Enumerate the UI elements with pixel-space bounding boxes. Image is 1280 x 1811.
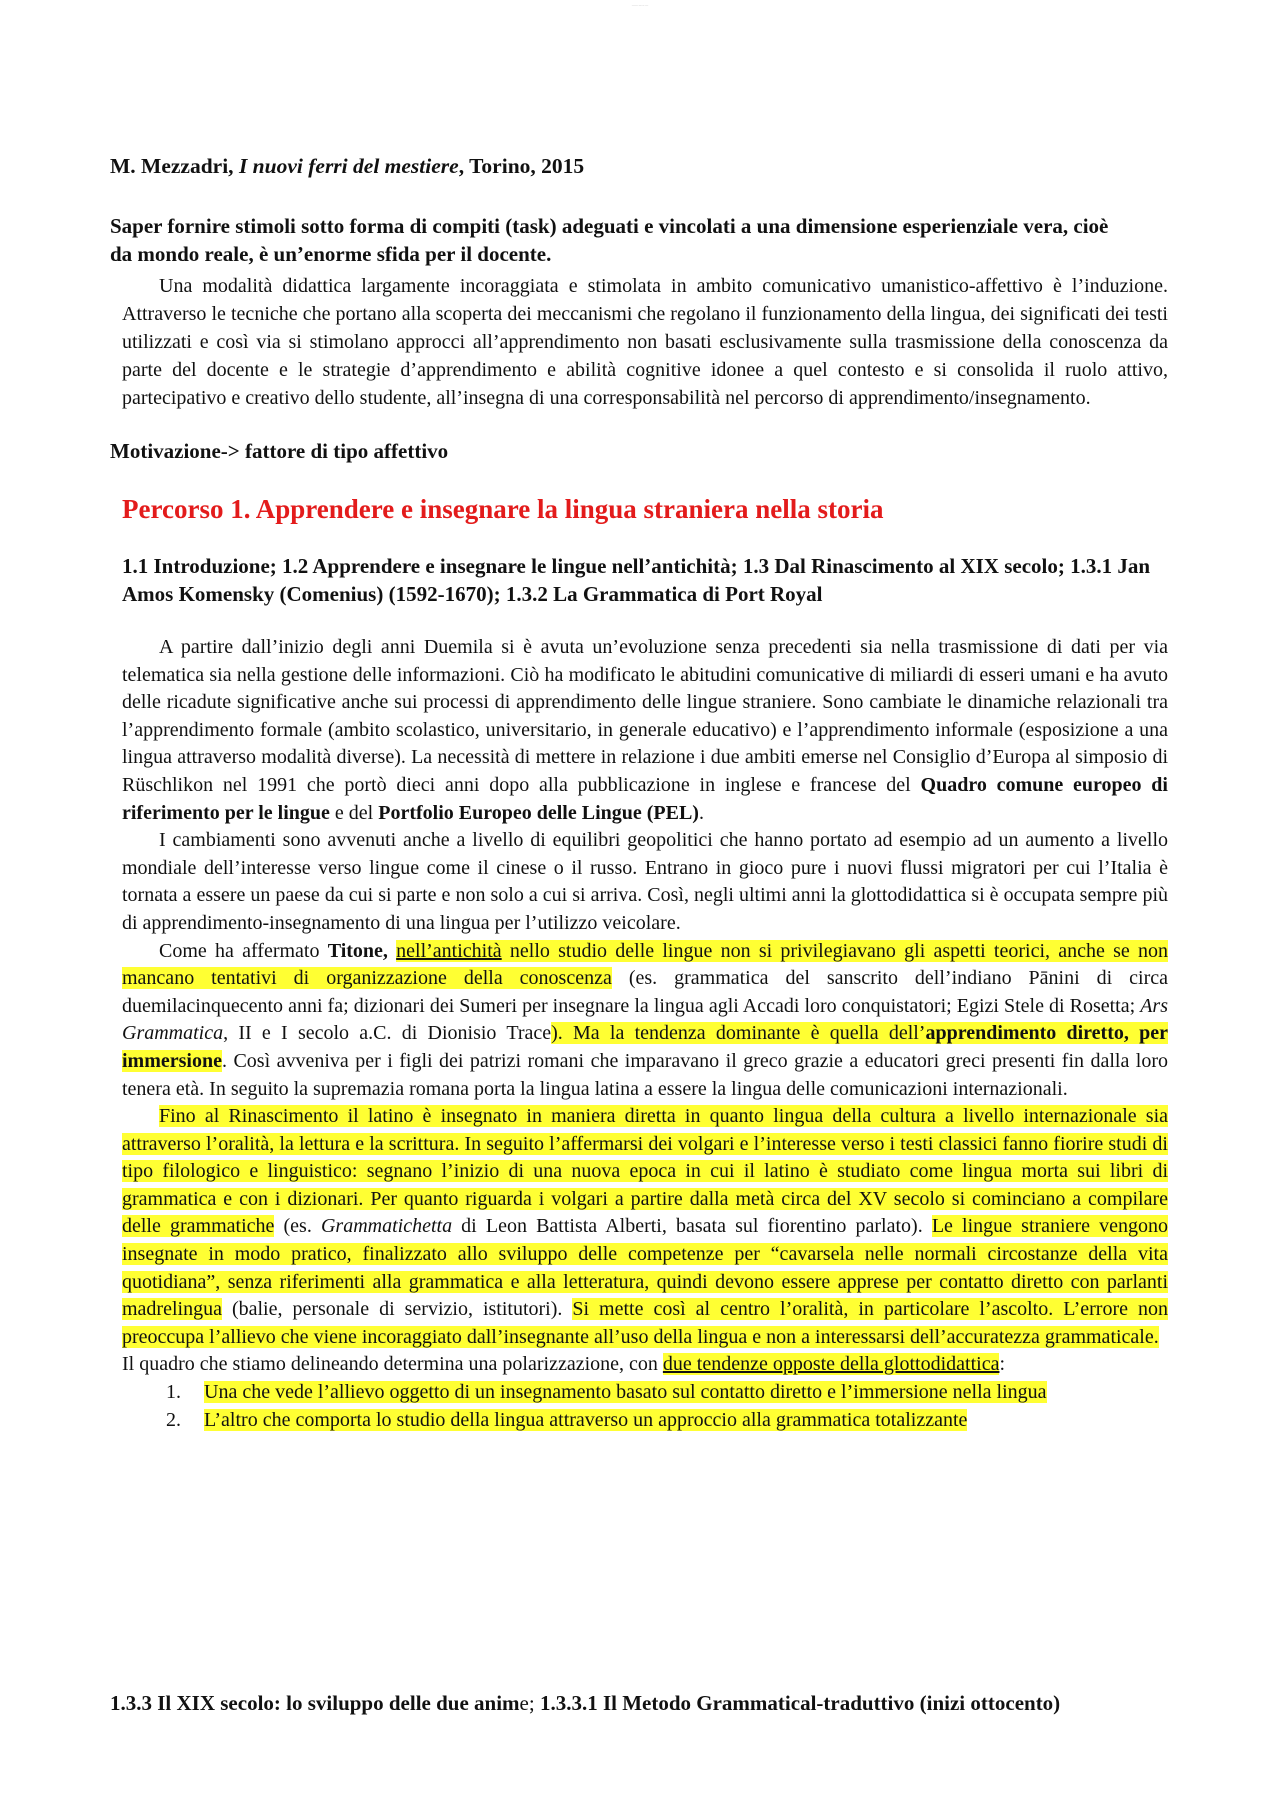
motivation-line: Motivazione-> fattore di tipo affettivo: [110, 439, 449, 463]
bold-portfolio: Portfolio Europeo delle Lingue (PEL): [378, 801, 699, 824]
space: [388, 940, 396, 962]
paragraph-text: e del: [329, 801, 379, 824]
highlighted-text: Si mette così al centro l’oralità, in particolare l’ascolto. L’errore non preoccupa l’allievo che viene incoraggiato dall’insegnante all’uso della lingua e non a interessarsi dell’accuratezza grammaticale.: [122, 1298, 1168, 1348]
bold-quadro-comune: Quadro comune europeo di riferimento per le lingue: [122, 773, 1168, 824]
section-body: [122, 634, 1168, 1434]
list-item-text: Una che vede l’allievo oggetto di un insegnamento basato sul contatto diretto e l’immersione nella lingua: [204, 1381, 1047, 1404]
heading-part: e;: [519, 1691, 540, 1715]
bibliographic-reference: [110, 154, 584, 179]
paragraph-text: :: [999, 1353, 1006, 1376]
list-item: [122, 1407, 1168, 1435]
paragraph-4: [122, 1103, 1168, 1351]
paragraph-text: (es. grammatica del sanscrito dell’indiano Pānini di circa duemilacinquecento anni fa; dizionari dei Sumeri per insegnare la lingua agli Accadi loro conquistatori; Egizi Stele di Rosetta;: [122, 967, 1168, 1017]
highlight-underline-due-tendenze: due tendenze opposte della glottodidattica: [662, 1353, 1000, 1376]
paragraph-2: I cambiamenti sono avvenuti anche a livello di equilibri geopolitici che hanno portato ad esempio ad un aumento a livello mondiale dell’interesse verso lingue come il cinese o il russo. Entrano in gioco pure i nuovi flussi migratori per cui l’Italia è tornata a essere un paese da cui si parte e non solo a cui si arriva. Così, negli ultimi anni la glottodidattica si è occupata sempre più di apprendimento-insegnamento di una lingua per l’utilizzo veicolare.: [122, 829, 1168, 934]
paragraph-text: . Così avveniva per i figli dei patrizi romani che imparavano il greco grazie a educatori greci presenti fin dalla loro tenera età. In seguito la supremazia romana porta la lingua latina a essere la lingua delle comunicazioni internazionali.: [122, 1049, 1168, 1100]
paragraph-text: A partire dall’inizio degli anni Duemila si è avuta un’evoluzione senza precedenti sia nella trasmissione di dati per via telematica sia nella gestione delle informazioni. Ciò ha modificato le abitudini comunicative di miliardi di esseri umani e ha avuto delle ricadute significative anche sui processi di apprendimento delle lingue straniere. Sono cambiate le dinamiche relazionali tra l’apprendimento formale (ambito scolastico, universitario, in generale educativo) e l’apprendimento informale (esposizione a una lingua attraverso modalità diverse). La necessità di mettere in relazione i due ambiti emerse nel Consiglio d’Europa al simposio di Rüschlikon nel 1991 che portò dieci anni dopo alla pubblicazione in inglese e francese del: [122, 636, 1168, 796]
heading-part: 1.3.3 Il XIX secolo: lo sviluppo delle due anim: [110, 1691, 520, 1715]
highlighted-bold-apprendimento-diretto: apprendimento diretto, per immersione: [122, 1022, 1168, 1072]
list-item: [122, 1379, 1168, 1407]
reference-title: I nuovi ferri del mestiere: [238, 154, 459, 178]
highlight-underline-antichita: nell’antichità: [396, 939, 502, 962]
italic-grammatichetta: Grammatichetta: [320, 1215, 453, 1238]
highlighted-text: Le lingue straniere vengono insegnate in modo pratico, finalizzato allo sviluppo delle competenze per “cavarsela nelle normali circostanze della vita quotidiana”, senza riferimenti alla grammatica e alla letteratura, quindi devono essere apprese per contatto diretto con parlanti madrelingua: [122, 1215, 1169, 1321]
paragraph-1: [122, 634, 1168, 827]
intro-heading: Saper fornire stimoli sotto forma di compiti (task) adeguati e vincolati a una dimensione esperienziale vera, cioè da mondo reale, è un’enorme sfida per il docente.: [110, 214, 1109, 266]
paragraph-text: di Leon Battista Alberti, basata sul fiorentino parlato).: [452, 1215, 932, 1238]
tendencies-list: [122, 1379, 1168, 1434]
heading-part: 1.3.3.1 Il Metodo Grammatical-traduttivo (inizi ottocento): [539, 1691, 1061, 1715]
next-section-heading: [110, 1689, 1110, 1717]
paragraph-text: Il quadro che stiamo delineando determina una polarizzazione, con: [122, 1353, 663, 1376]
highlighted-text: Fino al Rinascimento il latino è insegnato in maniera diretta in quanto lingua della cultura a livello internazionale sia attraverso l’oralità, la lettura e la scrittura. In seguito l’affermarsi dei volgari e l’interesse verso i testi classici fanno fiorire studi di tipo filologico e linguistico: segnano l’inizio di una nuova epoca in cui il latino è studiato come lingua morta sui libri di grammatica e con i dizionari. Per quanto riguarda i volgari a partire dalla metà circa del XV secolo si cominciano a compilare delle grammatiche: [122, 1105, 1168, 1238]
section-title: Percorso 1. Apprendere e insegnare la lingua straniera nella storia: [122, 494, 884, 524]
highlighted-text: ). Ma la tendenza dominante è quella dell’: [551, 1022, 926, 1045]
paragraph-text: Come ha affermato: [159, 939, 328, 962]
paragraph-5: [122, 1351, 1168, 1379]
paragraph-text: .: [698, 801, 704, 824]
italic-ars-grammatica: Ars Grammatica: [122, 994, 1168, 1045]
paragraph-text: (es.: [274, 1215, 321, 1238]
highlighted-text: nello studio delle lingue non si privilegiavano gli aspetti teorici, anche se non mancano tentativi di organizzazione della conoscenza: [122, 939, 1169, 990]
section-subtitle: 1.1 Introduzione; 1.2 Apprendere e insegnare le lingue nell’antichità; 1.3 Dal Rinascimento al XIX secolo; 1.3.1 Jan Amos Komensky (Comenius) (1592-1670); 1.3.2 La Grammatica di Port Royal: [122, 554, 1151, 606]
list-number: 1.: [166, 1381, 181, 1404]
paragraph-text: , II e I secolo a.C. di Dionisio Trace: [223, 1022, 552, 1045]
list-number: 2.: [166, 1408, 181, 1431]
paragraph-text: (balie, personale di servizio, istitutori).: [221, 1298, 573, 1321]
intro-paragraph: Una modalità didattica largamente incoraggiata e stimolata in ambito comunicativo umanistico-affettivo è l’induzione. Attraverso le tecniche che portano alla scoperta dei meccanismi che regolano il funzionamento della lingua, dei significati dei testi utilizzati e così via si stimolano approcci all’apprendimento non basati esclusivamente sulla trasmissione della conoscenza da parte del docente e le strategie d’apprendimento e abilità cognitive idonee a quel contesto e si consolida il ruolo attivo, partecipativo e creativo dello studente, all’insegna di una corresponsabilità nel percorso di apprendimento/insegnamento.: [122, 275, 1168, 409]
page-header-tiny: ------ --- -- ---: [631, 3, 649, 7]
reference-author: M. Mezzadri,: [110, 154, 234, 178]
bold-titone: Titone,: [327, 939, 388, 962]
reference-details: , Torino, 2015: [458, 154, 585, 178]
list-item-text: L’altro che comporta lo studio della lingua attraverso un approccio alla grammatica totalizzante: [204, 1408, 968, 1431]
paragraph-3: [122, 938, 1168, 1104]
